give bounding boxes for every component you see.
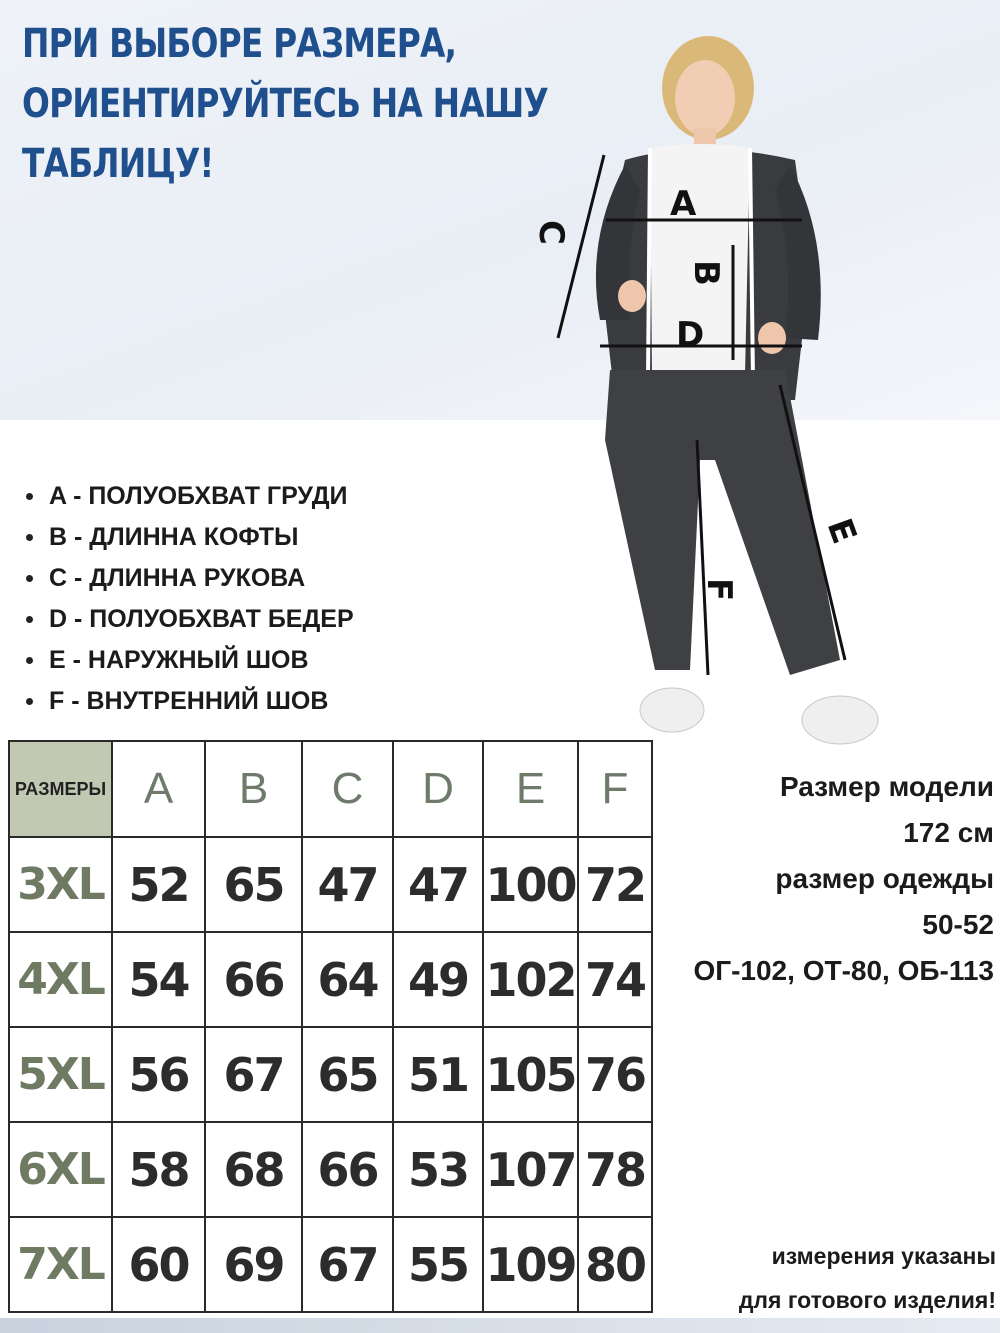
model-info-line: 172 см [903, 817, 994, 848]
marker-b: B [686, 260, 726, 286]
table-cell: 47 [393, 837, 483, 932]
face [675, 60, 735, 136]
right-hand [758, 322, 786, 354]
column-header-d: D [393, 741, 483, 837]
table-cell: 68 [205, 1122, 302, 1217]
legend-item [26, 476, 354, 517]
legend-text: A - ПОЛУОБХВАТ ГРУДИ [49, 482, 348, 510]
table-cell: 100 [483, 837, 578, 932]
table-cell: 105 [483, 1027, 578, 1122]
measurement-legend [26, 476, 354, 722]
table-cell: 109 [483, 1217, 578, 1312]
table-cell: 53 [393, 1122, 483, 1217]
table-cell: 65 [302, 1027, 393, 1122]
size-label: 7XL [9, 1217, 112, 1312]
pants [605, 370, 840, 675]
size-table [8, 740, 653, 1313]
marker-d: D [676, 315, 705, 355]
legend-item [26, 599, 354, 640]
bullet-icon [26, 698, 33, 705]
model-info-line: размер одежды [775, 863, 994, 894]
table-row [9, 837, 652, 932]
marker-f: F [699, 578, 739, 602]
marker-a: A [670, 184, 697, 224]
table-row [9, 1122, 652, 1217]
left-shoe [640, 688, 704, 732]
table-cell: 64 [302, 932, 393, 1027]
headline-line-2: ОРИЕНТИРУЙТЕСЬ НА НАШУ [22, 81, 548, 127]
legend-item [26, 640, 354, 681]
table-row [9, 932, 652, 1027]
legend-text: C - ДЛИННА РУКОВА [49, 564, 306, 592]
legend-text: E - НАРУЖНЫЙ ШОВ [49, 646, 309, 674]
table-cell: 107 [483, 1122, 578, 1217]
model-info-line: ОГ-102, ОТ-80, ОБ-113 [693, 955, 994, 986]
table-cell: 47 [302, 837, 393, 932]
size-label: 6XL [9, 1122, 112, 1217]
size-column-header: РАЗМЕРЫ [9, 741, 112, 837]
table-row [9, 1217, 652, 1312]
legend-text: B - ДЛИННА КОФТЫ [49, 523, 299, 551]
column-header-c: C [302, 741, 393, 837]
size-label: 4XL [9, 932, 112, 1027]
model-info-line: 50-52 [922, 909, 994, 940]
bullet-icon [26, 575, 33, 582]
table-header-row [9, 741, 652, 837]
table-row [9, 1027, 652, 1122]
table-cell: 49 [393, 932, 483, 1027]
note-line: измерения указаны [771, 1243, 996, 1269]
table-cell: 52 [112, 837, 205, 932]
size-label: 5XL [9, 1027, 112, 1122]
table-cell: 55 [393, 1217, 483, 1312]
table-cell: 51 [393, 1027, 483, 1122]
legend-item [26, 681, 354, 722]
model-info-line: Размер модели [779, 771, 994, 802]
headline-line-1: ПРИ ВЫБОРЕ РАЗМЕРА, [22, 21, 457, 67]
note-line: для готового изделия! [738, 1287, 996, 1313]
table-cell: 78 [578, 1122, 652, 1217]
table-cell: 67 [205, 1027, 302, 1122]
right-shoe [802, 696, 878, 744]
column-header-f: F [578, 741, 652, 837]
marker-e: E [818, 513, 865, 549]
bullet-icon [26, 493, 33, 500]
bullet-icon [26, 657, 33, 664]
column-header-e: E [483, 741, 578, 837]
column-header-a: A [112, 741, 205, 837]
left-hand [618, 280, 646, 312]
table-cell: 66 [302, 1122, 393, 1217]
bullet-icon [26, 534, 33, 541]
table-cell: 66 [205, 932, 302, 1027]
marker-c: C [531, 220, 571, 245]
model-figure-illustration [531, 20, 920, 760]
legend-text: D - ПОЛУОБХВАТ БЕДЕР [49, 605, 354, 633]
column-header-b: B [205, 741, 302, 837]
headline-line-3: ТАБЛИЦУ! [22, 141, 214, 187]
table-cell: 69 [205, 1217, 302, 1312]
table-cell: 80 [578, 1217, 652, 1312]
size-label: 3XL [9, 837, 112, 932]
table-cell: 54 [112, 932, 205, 1027]
legend-item [26, 517, 354, 558]
table-cell: 60 [112, 1217, 205, 1312]
table-cell: 67 [302, 1217, 393, 1312]
table-cell: 56 [112, 1027, 205, 1122]
table-cell: 72 [578, 837, 652, 932]
model-info [654, 764, 994, 994]
legend-text: F - ВНУТРЕННИЙ ШОВ [49, 687, 329, 715]
table-cell: 65 [205, 837, 302, 932]
table-cell: 76 [578, 1027, 652, 1122]
page-headline [22, 14, 548, 194]
bullet-icon [26, 616, 33, 623]
table-cell: 74 [578, 932, 652, 1027]
legend-item [26, 558, 354, 599]
measurement-note [666, 1234, 996, 1322]
table-cell: 58 [112, 1122, 205, 1217]
table-cell: 102 [483, 932, 578, 1027]
